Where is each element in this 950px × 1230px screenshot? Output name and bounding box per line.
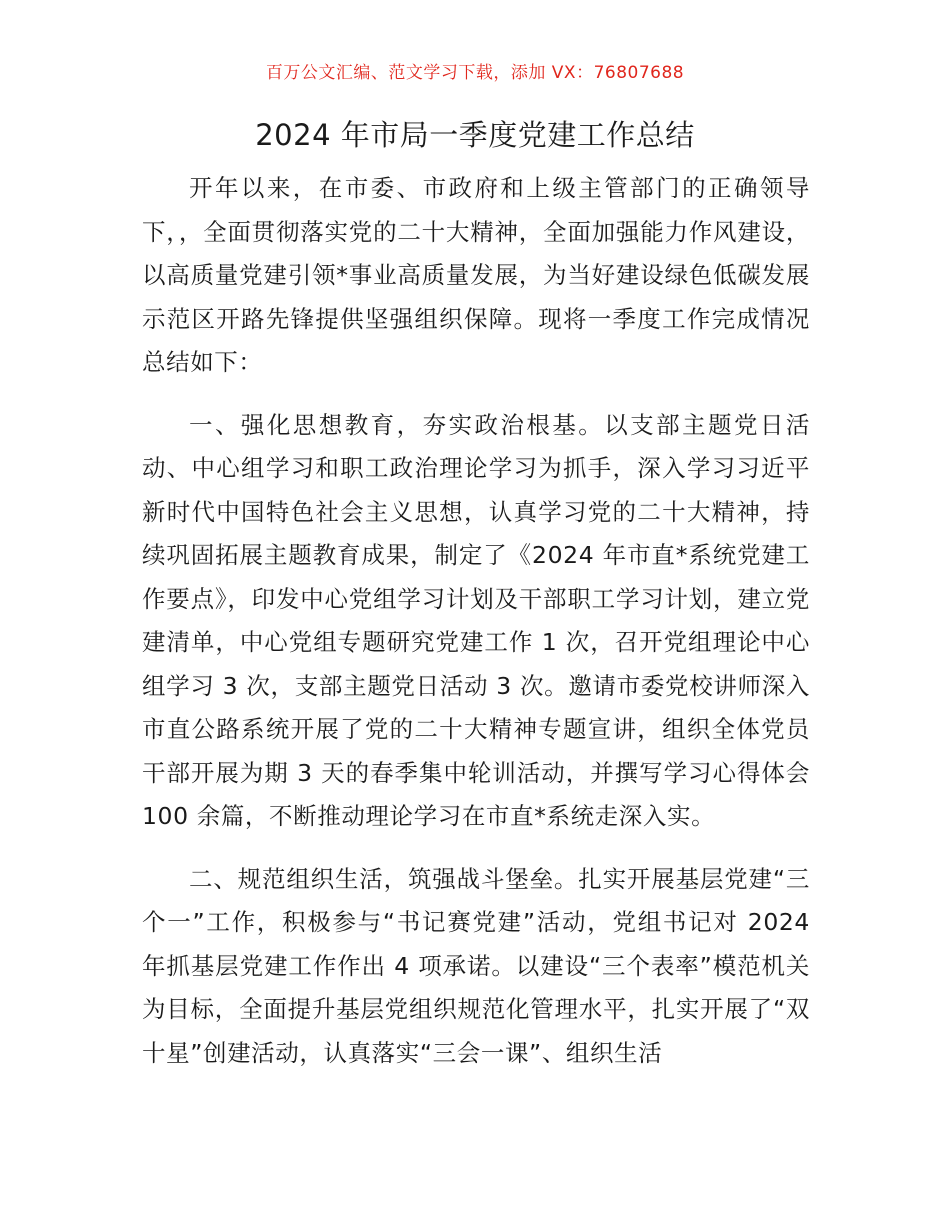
paragraph-section-2: 二、规范组织生活，筑强战斗堡垒。扎实开展基层党建“三个一”工作，积极参与“书记赛党建”活动，党组书记对 2024 年抓基层党建工作作出 4 项承诺。以建设“三个表率”模范机关为目标，全面提升基层党组织规范化管理水平，扎实开展了“双十星”创建活动，认真落实“三会一课”、组织生活: [142, 864, 810, 1067]
document-body: [142, 167, 810, 1094]
document-title: 2024 年市局一季度党建工作总结: [255, 118, 695, 152]
header-watermark-note: 百万公文汇编、范文学习下载，添加 VX：76807688: [265, 63, 685, 83]
paragraph-section-1: 一、强化思想教育，夯实政治根基。以支部主题党日活动、中心组学习和职工政治理论学习为抓手，深入学习习近平新时代中国特色社会主义思想，认真学习党的二十大精神，持续巩固拓展主题教育成果，制定了《2024 年市直*系统党建工作要点》，印发中心党组学习计划及干部职工学习计划，建立党建清单，中心党组专题研究党建工作 1 次，召开党组理论中心组学习 3 次，支部主题党日活动 3 次。邀请市委党校讲师深入市直公路系统开展了党的二十大精神专题宣讲，组织全体党员干部开展为期 3 天的春季集中轮训活动，并撰写学习心得体会 100 余篇，不断推动理论学习在市直*系统走深入实。: [142, 410, 810, 830]
paragraph-intro: 开年以来，在市委、市政府和上级主管部门的正确领导下，，全面贯彻落实党的二十大精神，全面加强能力作风建设，以高质量党建引领*事业高质量发展，为当好建设绿色低碳发展示范区开路先锋提供坚强组织保障。现将一季度工作完成情况总结如下：: [142, 174, 810, 376]
